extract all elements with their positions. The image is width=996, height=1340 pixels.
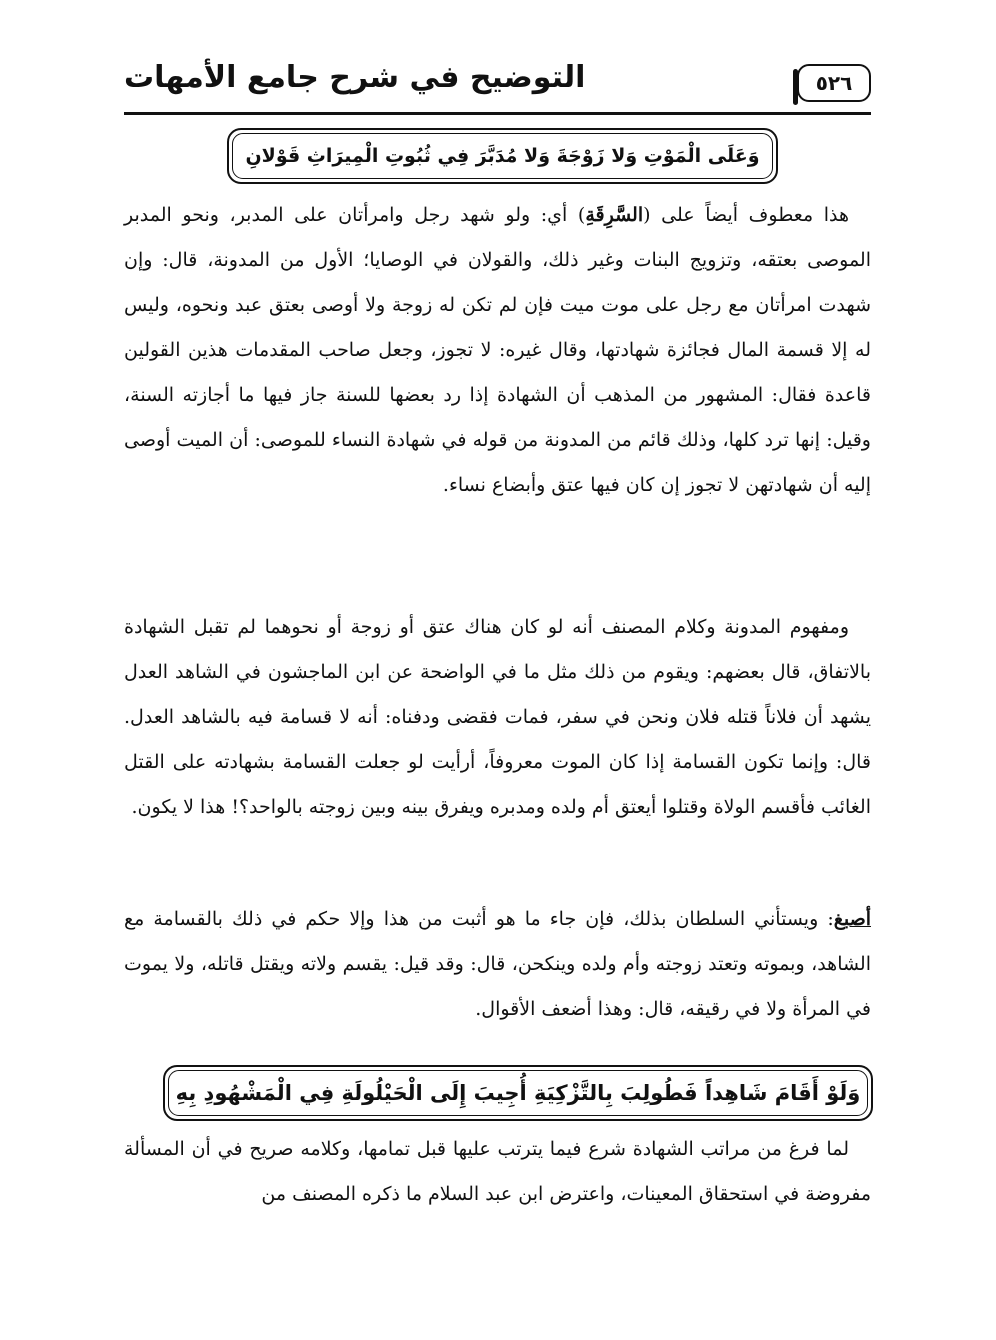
matn-text: وَلَوْ أَقَامَ شَاهِداً فَطُولِبَ بِالتَّزْكِيَةِ أُجِيبَ إِلَى الْحَيْلُولَةِ فِي الْمَشْهُودِ بِهِ [175,1081,861,1105]
paragraph-text: : ويستأني السلطان بذلك، فإن جاء ما هو أثبت من هذا وإلا حكم في ذلك بالقسامة مع الشاهد، وبموته وتعتد زوجته وأم ولده وينكحن، قال: وقد قيل: يقسم ولاته ويقتل قاتله، ولا يموت في المرأة ولا في رقيقه، قال: وهذا أضعف الأقوال. [124,908,871,1020]
matn-box-witness [163,1065,873,1121]
commentary-paragraph [124,897,871,1032]
commentary-paragraph [124,1127,871,1217]
paragraph-text: ومفهوم المدونة وكلام المصنف أنه لو كان هناك عتق أو زوجة أو نحوهما لم تقبل الشهادة بالاتفاق، قال بعضهم: ويقوم من ذلك مثل ما في الواضحة عن ابن الماجشون في الشاهد العدل يشهد أن فلاناً قتله فلان ونحن في سفر، فمات فقضى ودفناه: أنه لا قسامة فيه بالشاهد العدل. قال: وإنما تكون القسامة إذا كان الموت معروفاً، أرأيت لو جعلت القسامة بشهادته على القتل الغائب فأقسم الولاة وقتلوا أيعتق أم ولده ومدبره ويفرق بينه وبين زوجته بالواحد؟! هذا لا يكون. [124,616,871,818]
commentary-paragraph [124,193,871,508]
paragraph-text: هذا معطوف أيضاً على ( [643,204,849,226]
paragraph-text: ) أي: ولو شهد رجل وامرأتان على المدبر، ونحو المدبر الموصى بعتقه، وتزويج البنات وغير ذلك، والقولان في الوصايا؛ الأول من المدونة، قال: وإن شهدت امرأتان مع رجل على موت ميت فإن لم تكن له زوجة ولا أوصى بعتق عبد ونحوه، وليس له إلا قسمة المال فجائزة شهادتها، وقال غيره: لا تجوز، وجعل صاحب المقدمات هذين القولين قاعدة فقال: المشهور من المذهب أن الشهادة إذا رد بعضها للسنة جاز فيها ما أجازته السنة، وقيل: إنها ترد كلها، وذلك قائم من المدونة من قوله في شهادة النساء للموصى: أن الميت أوصى إليه أن شهادتهن لا تجوز إن كان فيها عتق وأبضاع نساء. [124,204,871,496]
running-header [124,58,871,115]
matn-text: وَعَلَى الْمَوْتِ وَلا زَوْجَةَ وَلا مُدَبَّرَ فِي ثُبُوتِ الْمِيرَاثِ قَوْلانِ [245,145,760,167]
paragraph-text: لما فرغ من مراتب الشهادة شرع فيما يترتب عليها قبل تمامها، وكلامه صريح في أن المسألة مفروضة في استحقاق المعينات، واعترض ابن عبد السلام ما ذكره المصنف من [124,1138,871,1205]
book-title: التوضيح في شرح جامع الأمهات [124,60,586,95]
speaker-name: أصبغ [833,908,871,930]
commentary-paragraph [124,605,871,830]
quoted-term: السَّرِقَةِ [585,204,644,226]
page-number: ٥٢٦ [797,64,871,102]
matn-box-inheritance [227,128,778,184]
